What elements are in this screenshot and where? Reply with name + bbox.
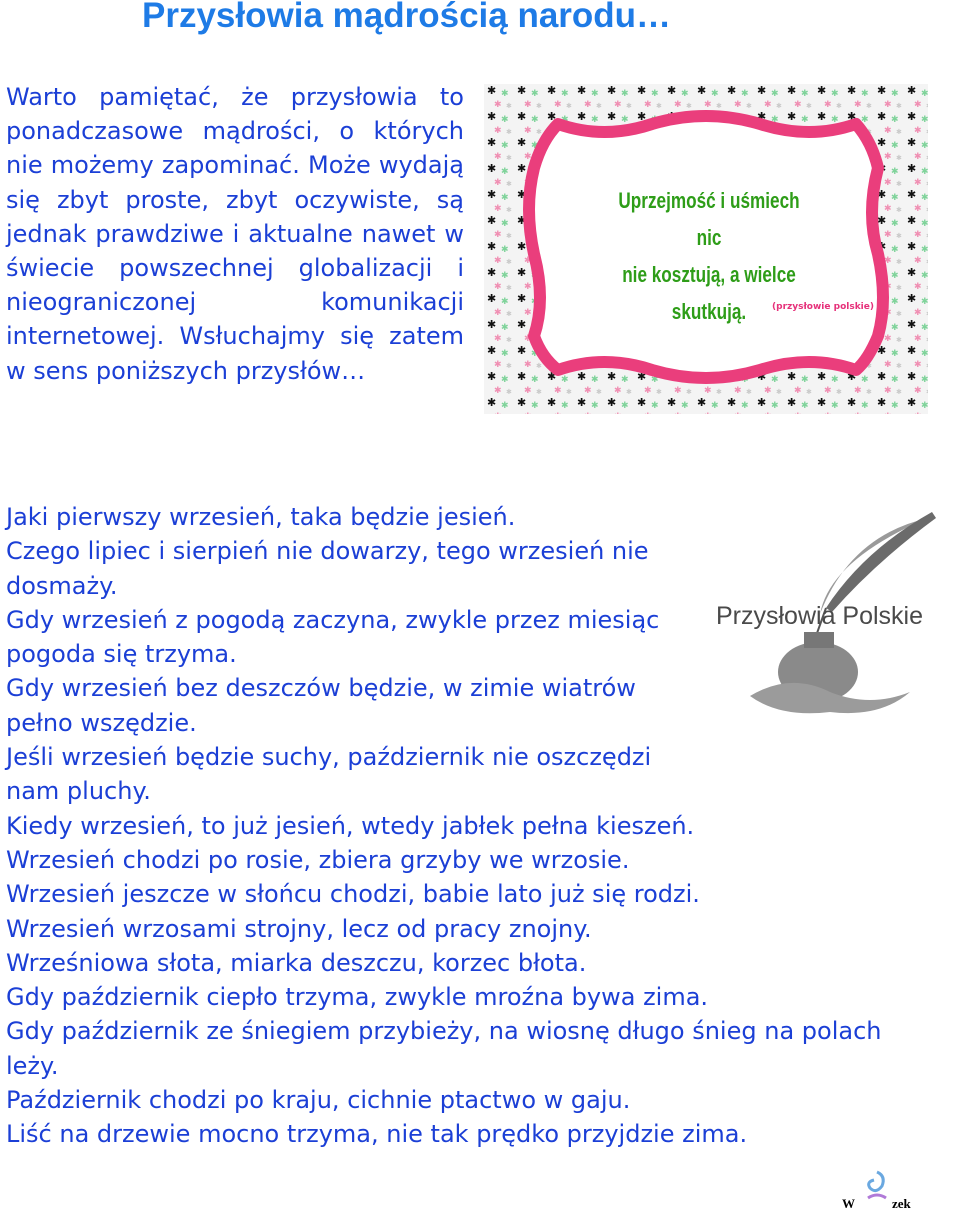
card-quote-line: skutkują. bbox=[671, 299, 747, 324]
card-quote-line: nie kosztują, a wielce bbox=[622, 262, 796, 287]
card-quote-line: Uprzejmość i uśmiech nic bbox=[618, 188, 800, 250]
proverb-card bbox=[484, 84, 928, 414]
card-credit: (przysłowie polskie) bbox=[772, 302, 874, 312]
swirl-icon bbox=[864, 1168, 890, 1202]
list-item: Jeśli wrzesień będzie suchy, październik nie oszczędzi nam pluchy. bbox=[6, 743, 652, 806]
list-item: Jaki pierwszy wrzesień, taka będzie jesień. bbox=[6, 503, 516, 531]
footer-logo bbox=[842, 1168, 922, 1211]
logo-text: Przysłowia Polskie bbox=[716, 602, 924, 630]
list-item: Gdy wrzesień bez deszczów będzie, w zimie wiatrów pełno wszędzie. bbox=[6, 674, 636, 737]
list-item: Gdy wrzesień z pogodą zaczyna, zwykle przez miesiąc pogoda się trzyma. bbox=[6, 605, 660, 669]
page-title: Przysłowia mądrością narodu… bbox=[142, 0, 672, 35]
list-item: Gdy październik ciepło trzyma, zwykle mroźna bywa zima. bbox=[6, 983, 709, 1012]
list-item: Kiedy wrzesień, to już jesień, wtedy jabłek pełna kieszeń. bbox=[6, 811, 695, 840]
list-item: Liść na drzewie mocno trzyma, nie tak prędko przyjdzie zima. bbox=[6, 1120, 748, 1149]
intro-paragraph: Warto pamiętać, że przysłowia to ponadczasowe mądrości, o których nie możemy zapominać. Może wydają się zbyt proste, zbyt oczywiste, są jednak prawdziwe i aktualne nawet w świecie powszechnej globalizacji i nieograniczonej komunikacji internetowej. Wsłuchajmy się zatem w sens poniższych przysłów… bbox=[6, 83, 464, 385]
proverb-list bbox=[6, 500, 906, 1152]
list-item: Wrzesień jeszcze w słońcu chodzi, babie lato już się rodzi. bbox=[6, 880, 700, 909]
footer-logo-right: zek bbox=[892, 1196, 911, 1211]
list-item: Wrzesień chodzi po rosie, zbiera grzyby we wrzosie. bbox=[6, 845, 630, 874]
list-item: Wrzesień wrzosami strojny, lecz od pracy znojny. bbox=[6, 914, 592, 943]
list-item: Czego lipiec i sierpień nie dowarzy, tego wrzesień nie dosmaży. bbox=[6, 537, 649, 600]
list-item: Wrześniowa słota, miarka deszczu, korzec błota. bbox=[6, 948, 587, 977]
list-item: Gdy październik ze śniegiem przybieży, na wiosnę długo śnieg na polach leży. bbox=[6, 1017, 882, 1080]
list-item: Październik chodzi po kraju, cichnie ptactwo w gaju. bbox=[6, 1086, 631, 1115]
footer-logo-left: W bbox=[842, 1196, 855, 1211]
